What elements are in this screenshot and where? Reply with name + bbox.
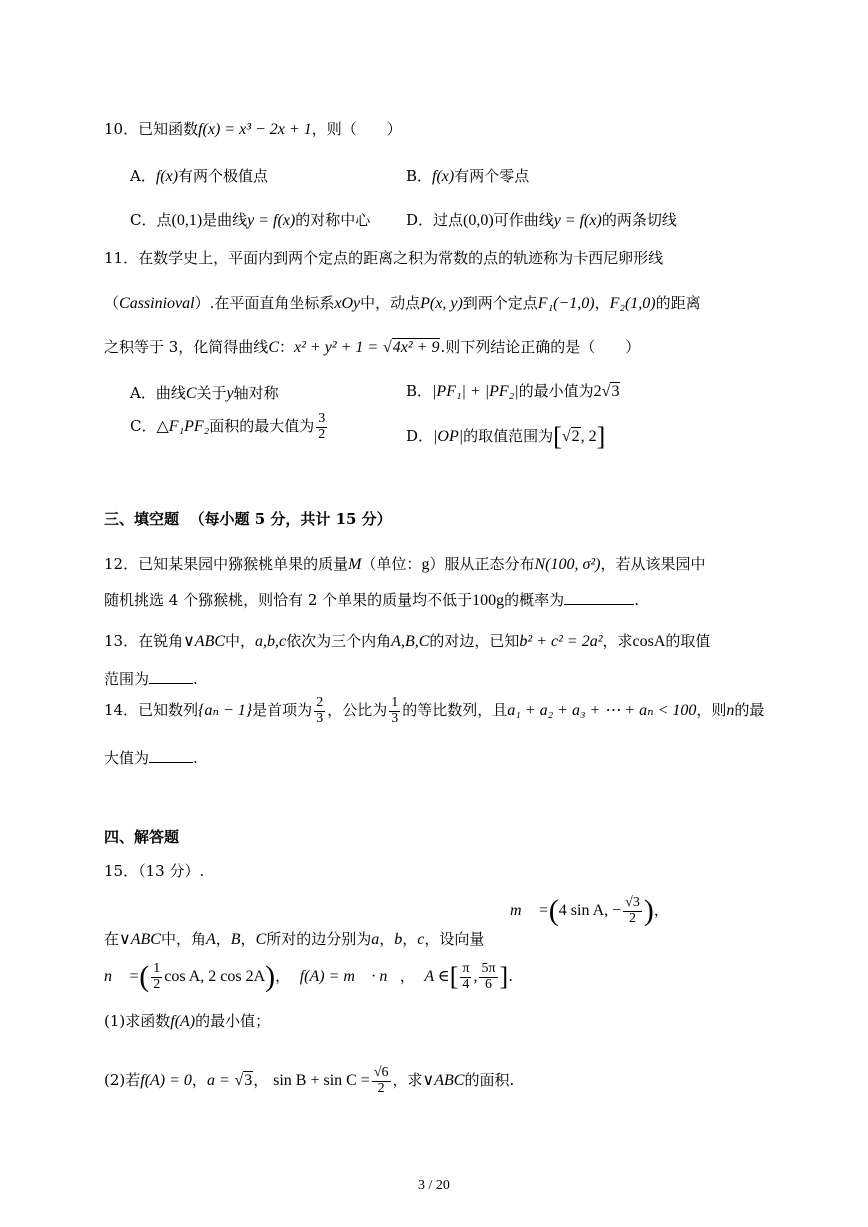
- q11-option-d: D．|OP|的取值范围为[√2, 2]: [406, 422, 606, 451]
- q11-c-den: 2: [318, 426, 326, 442]
- q10-d-mid: 可作曲线: [493, 211, 554, 229]
- q15-p2-num: √6: [373, 1065, 389, 1080]
- q12-line2: [104, 590, 639, 610]
- q15-p2-b: ，求: [392, 1071, 423, 1090]
- q11-sep: ，: [594, 294, 610, 312]
- q15-p2-c: 的面积.: [464, 1071, 515, 1090]
- q11-b-value-coef: 2: [593, 383, 602, 400]
- q11-line2-d: 到两个定点: [462, 294, 538, 312]
- q10-c-mid: 是曲线: [202, 211, 248, 229]
- section-3-note: （每小题 5 分，共计 15 分）: [189, 510, 392, 528]
- q11-line2-e: 的距离: [655, 294, 701, 312]
- q11-line3: 之积等于 3，化简得曲线C：x² + y² + 1 = √4x² + 9.则下列结论正确的是（ ）: [104, 338, 641, 356]
- q11-a-text: 轴对称: [233, 384, 279, 402]
- q11-d-label: D．: [406, 427, 434, 445]
- q15-m-label: m⃗ =: [510, 902, 549, 920]
- q15-line1: [104, 930, 484, 949]
- q11-b-text: 的最小值为: [518, 382, 594, 400]
- q10-d-label: D．过点: [406, 211, 464, 229]
- q15-head: [104, 862, 204, 880]
- q12-end: .: [634, 591, 639, 609]
- q15-part1: [104, 1012, 270, 1031]
- q15-sep3: ，: [379, 930, 395, 948]
- q15-range-high: [479, 962, 497, 992]
- q12-threshold: 100g: [472, 592, 505, 609]
- q15-sep-a: ，: [275, 967, 291, 986]
- q10-c-point: (0,1): [171, 212, 203, 229]
- q12-answer-blank[interactable]: [564, 590, 634, 605]
- q14-end: .: [193, 749, 198, 767]
- q10-func: f(x) = x³ − 2x + 1: [198, 121, 312, 138]
- q14-f1-den: 3: [316, 710, 324, 726]
- q11-point-p: P(x, y): [420, 295, 463, 312]
- q15-p1-a: (1)求函数: [104, 1012, 171, 1030]
- q15-p2-func: f(A) = 0: [140, 1072, 192, 1090]
- q15-m-fraction: [623, 896, 642, 926]
- q15-p2-a: (2)若: [104, 1071, 141, 1090]
- q13-a: 13．在锐角: [104, 632, 184, 650]
- q15-r2-num: 5π: [481, 961, 496, 976]
- q12-unit: g: [421, 556, 430, 573]
- q15-side-b: b: [394, 931, 403, 948]
- q15-line1-a: 在: [104, 930, 120, 948]
- q15-p2-triangle: ∨ABC: [422, 1072, 465, 1090]
- q14-answer-blank[interactable]: [149, 748, 193, 763]
- q11-a-axis: y: [226, 385, 234, 402]
- q10-a-text: 有两个极值点: [178, 167, 269, 185]
- q15-head-text: 15．（13 分）.: [104, 862, 205, 880]
- q15-p2-sep1: ，: [191, 1071, 207, 1090]
- q14-f1-num: 2: [316, 695, 324, 710]
- q10-b-label: B．: [406, 167, 433, 185]
- q13-e: ，求: [602, 632, 633, 650]
- q11-equation-left: x² + y² + 1 =: [294, 339, 379, 356]
- q11-a-mid: 关于: [196, 384, 227, 402]
- q11-b-label: B．: [406, 382, 433, 400]
- q15-n-fraction: [151, 962, 162, 992]
- q13-c: 依次为三个内角: [286, 632, 392, 650]
- q12-d: ，若从该果园中: [600, 555, 706, 573]
- q10-a-label: A．: [130, 167, 156, 185]
- q10-stem-post: ，则（ ）: [311, 120, 402, 138]
- q15-line2: n⃗ =( $\frac{1}{2}$ cos A, 2 cos 2A)， f(A) = m⃗ · n⃗， A ∈[ $\frac{\pi}{4}$ , $\frac{5\pi}{6}$ ].: [104, 960, 513, 994]
- q10-stem: [104, 120, 402, 139]
- q15-r1-den: 4: [462, 976, 470, 992]
- q15-sep-b: ，: [399, 967, 415, 986]
- q14-line2: [104, 748, 198, 767]
- q14-line2-text: 大值为: [104, 749, 150, 767]
- q13-line1: [104, 632, 710, 651]
- q11-equation-radicand: 4x² + 9: [392, 339, 440, 356]
- q14-sum: a₁ + a₂ + a₃ + ⋯ + aₙ < 100: [507, 702, 697, 720]
- q12-c: ）服从正态分布: [429, 555, 535, 573]
- q11-curve-name: Cassinioval: [119, 295, 195, 312]
- q13-f: 的取值: [665, 632, 711, 650]
- q13-angles: A,B,C: [391, 633, 430, 650]
- q15-p2-sin: sin B + sin C =: [273, 1072, 370, 1090]
- q13-end: .: [193, 670, 198, 688]
- q14-c: ，公比为: [327, 701, 388, 720]
- q11-a-curve: C: [185, 385, 197, 402]
- q14-line1: [104, 696, 764, 726]
- q13-line2: [104, 669, 198, 688]
- q12-b: （单位：: [361, 555, 422, 573]
- q13-equation: b² + c² = 2a²: [519, 633, 603, 650]
- q14-f2-num: 1: [391, 695, 399, 710]
- q10-a-math: f(x): [155, 168, 179, 185]
- q15-part2: (2)若f(A) = 0，a = √3， sin B + sin C = $\frac{√6}{2}$ ，求∨ABC的面积.: [104, 1065, 515, 1096]
- q13-d: 的对边，已知: [429, 632, 520, 650]
- q15-p1-func: f(A): [170, 1013, 196, 1030]
- q12-a: 12．已知某果园中猕猴桃单果的质量: [104, 555, 349, 573]
- q13-b: 中，: [225, 632, 256, 650]
- q14-d: 的等比数列，且: [402, 701, 508, 720]
- q15-n-components: cos A, 2 cos 2A: [164, 968, 266, 986]
- q14-ratio: [389, 696, 400, 726]
- q11-coord-system: xOy: [334, 295, 361, 312]
- q15-side-c: c: [417, 931, 425, 948]
- q15-triangle: ∨ABC: [119, 931, 161, 948]
- q10-stem-pre: 10．已知函数: [104, 120, 199, 138]
- q11-line3-a: 之积等于 3，化简得曲线: [104, 338, 269, 356]
- q15-p2-sep2: ，: [253, 1071, 269, 1090]
- q15-r1-num: π: [462, 961, 470, 976]
- q15-sep4: ，: [402, 930, 418, 948]
- q11-d-math: |OP|: [433, 428, 464, 445]
- q15-n-label: n⃗ =: [104, 968, 140, 986]
- q15-f-definition: f(A) = m⃗ · n⃗: [299, 968, 400, 986]
- q10-option-c: [130, 211, 370, 230]
- q11-line2-c: 中，动点: [360, 294, 421, 312]
- q15-p1-b: 的最小值；: [195, 1012, 271, 1030]
- q12-line1: [104, 555, 705, 574]
- q15-period: .: [508, 967, 513, 986]
- q11-point-f2: F₂(1,0): [609, 295, 656, 312]
- q11-point-f1: F₁(−1,0): [537, 295, 595, 312]
- q11-d-radicand: 2: [571, 428, 580, 445]
- q15-p2-radicand: 3: [244, 1072, 253, 1090]
- q10-option-d: [406, 211, 677, 230]
- q10-c-label: C．点: [130, 211, 172, 229]
- q14-a: 14．已知数列: [104, 701, 199, 720]
- q11-line3-b: .则下列结论正确的是（ ）: [440, 338, 641, 356]
- q11-line2: [104, 294, 701, 313]
- q13-sides: a,b,c: [255, 633, 287, 650]
- q15-p2-a-eq: a =: [206, 1072, 230, 1090]
- q14-n: n: [726, 702, 735, 720]
- q11-c-label: C．: [130, 417, 157, 436]
- q11-option-b: B．|PF₁| + |PF₂|的最小值为2√3: [406, 382, 620, 400]
- q11-line2-b: ）.在平面直角坐标系: [194, 294, 335, 312]
- q15-range-low: [460, 962, 471, 992]
- q15-r2-den: 6: [485, 976, 492, 992]
- q10-d-point: (0,0): [463, 212, 494, 229]
- q11-option-c: [130, 412, 329, 442]
- q15-angle-c: C: [255, 931, 267, 948]
- q15-n-den: 2: [153, 976, 161, 992]
- q15-angle-b: B: [230, 931, 241, 948]
- q14-e: ，则: [696, 701, 727, 720]
- q14-f: 的最: [734, 701, 765, 720]
- q11-b-math: |PF₁| + |PF₂|: [432, 383, 519, 400]
- q15-line1-d: ，设向量: [424, 930, 485, 948]
- q15-n-num: 1: [153, 961, 161, 976]
- q13-line2-text: 范围为: [104, 670, 150, 688]
- q10-b-text: 有两个零点: [454, 167, 530, 185]
- q15-sep2: ，: [240, 930, 256, 948]
- q15-sep1: ，: [215, 930, 231, 948]
- q15-m-num: √3: [625, 895, 640, 910]
- q11-colon: ：: [279, 338, 295, 356]
- q10-c-text: 的对称中心: [295, 211, 371, 229]
- q11-a-label: A．曲线: [130, 384, 186, 402]
- q10-option-b: [406, 167, 529, 186]
- page-number: 3 / 20: [418, 1178, 450, 1193]
- q14-b: 是首项为: [252, 701, 313, 720]
- q10-d-text: 的两条切线: [601, 211, 677, 229]
- section-3-heading: [104, 510, 392, 528]
- q15-line1-b: 中，角: [160, 930, 206, 948]
- q10-b-math: f(x): [432, 168, 455, 185]
- q11-c-text: 面积的最大值为: [209, 417, 315, 436]
- q15-m-components: 4 sin A, −: [558, 902, 622, 920]
- q15-p2-den: 2: [377, 1080, 385, 1096]
- section-3-title: 三、填空题: [104, 510, 180, 528]
- q10-c-curve: y = f(x): [247, 212, 296, 229]
- q14-sequence: {aₙ − 1}: [198, 702, 253, 720]
- q11-b-value-radicand: 3: [611, 383, 620, 400]
- q13-cos: cosA: [632, 633, 666, 650]
- q15-m-comma: ，: [653, 901, 669, 920]
- q12-line2-b: 的概率为: [504, 591, 565, 609]
- q15-m-den: 2: [629, 910, 637, 926]
- q11-c-fraction: [316, 412, 327, 442]
- q15-angle-a: A: [205, 931, 216, 948]
- q11-line1-text: 11．在数学史上，平面内到两个定点的距离之积为常数的点的轨迹称为卡西尼卵形线: [104, 249, 664, 267]
- section-4-title: 四、解答题: [104, 828, 180, 846]
- q15-vector-m: m⃗ =(4 sin A, − $\frac{√3}{2}$ )，: [510, 894, 669, 928]
- q15-a-in: A ∈: [424, 968, 450, 986]
- q11-paren-open: （: [104, 294, 120, 312]
- q13-answer-blank[interactable]: [149, 669, 193, 684]
- q11-curve-c: C: [268, 339, 279, 356]
- section-4-heading: [104, 828, 179, 846]
- q12-line2-a: 随机挑选 4 个猕猴桃，则恰有 2 个单果的质量均不低于: [104, 591, 473, 609]
- q11-d-text: 的取值范围为: [463, 427, 554, 445]
- q15-line1-c: 所对的边分别为: [266, 930, 372, 948]
- q10-option-a: [130, 167, 268, 186]
- q12-mass: M: [348, 556, 362, 573]
- q15-p2-fraction: [372, 1066, 391, 1096]
- q10-d-curve: y = f(x): [553, 212, 602, 229]
- q11-option-a: [130, 384, 279, 403]
- q14-first-term: [314, 696, 325, 726]
- q11-d-rest: , 2: [580, 428, 597, 445]
- q11-line1: [104, 249, 663, 267]
- q14-f2-den: 3: [391, 710, 399, 726]
- q12-distribution: N(100, σ²): [534, 556, 601, 573]
- q11-c-math: △F₁PF₂: [156, 418, 210, 436]
- q11-c-num: 3: [318, 411, 326, 426]
- q15-side-a: a: [371, 931, 380, 948]
- q13-triangle: ∨ABC: [183, 633, 226, 650]
